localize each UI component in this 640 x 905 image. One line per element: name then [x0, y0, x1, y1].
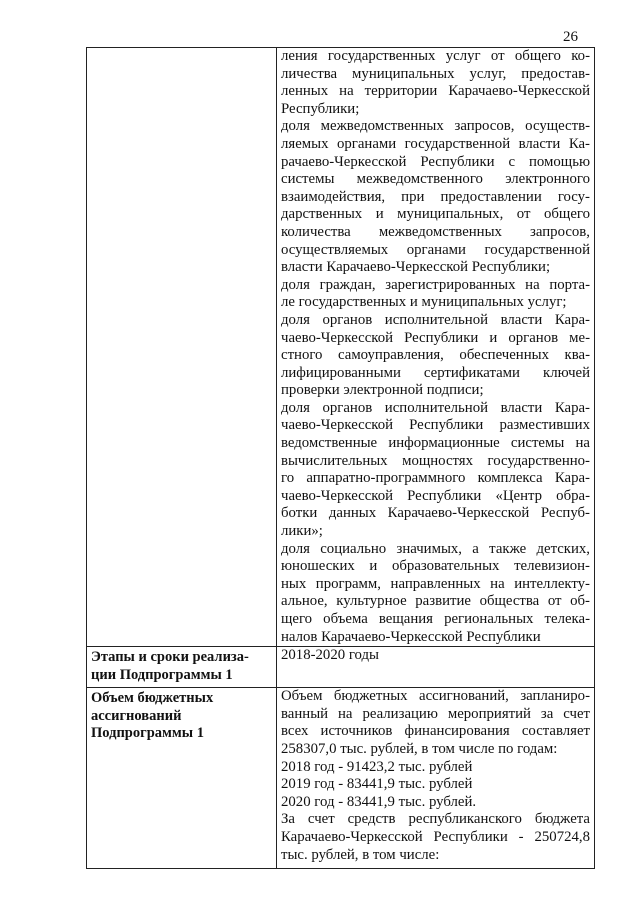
text-line: Объем бюджетных ассигнований, запланиро- [281, 688, 590, 705]
text-line: налов Карачаево-Черкесской Республики [281, 628, 541, 645]
label-line: Подпрограммы 1 [91, 725, 204, 742]
text-line: лифицированными сертификатами ключей [281, 364, 590, 381]
label-line: Объем бюджетных [91, 690, 214, 707]
label-line: ции Подпрограммы 1 [91, 666, 233, 683]
text-line: чаево-Черкесской Республики разместивших [281, 417, 590, 434]
table-row-indicators [87, 48, 595, 647]
text-line: го аппаратно-программного комплекса Кара- [281, 470, 590, 487]
text-line: проверки электронной подписи; [281, 382, 484, 399]
text-line: доля социально значимых, а также детских, [281, 540, 590, 557]
table-cell-stages-value [277, 647, 595, 688]
label-line: ассигнований [91, 707, 182, 724]
text-line: чаево-Черкесской Республики и органов ме- [281, 329, 590, 346]
text-line: лики»; [281, 523, 323, 540]
table-row-stages [87, 647, 595, 688]
text-line: системы межведомственного электронного [281, 171, 590, 188]
table-cell-budget-label [87, 688, 277, 869]
text-line: власти Карачаево-Черкесской Республики; [281, 259, 551, 276]
text-line: За счет средств республиканского бюджета [281, 811, 590, 828]
label-line: Этапы и сроки реализа- [91, 649, 249, 666]
text-line: 2018-2020 годы [281, 647, 379, 664]
text-line: доля органов исполнительной власти Кара- [281, 399, 590, 416]
text-line: альное, культурное развитие общества от об- [281, 593, 590, 610]
text-line: взаимодействия, при предоставлении госу- [281, 188, 590, 205]
text-line: чаево-Черкесской Республики «Центр обра- [281, 487, 590, 504]
text-line: ления государственных услуг от общего ко- [281, 48, 590, 64]
text-line: 2019 год - 83441,9 тыс. рублей [281, 776, 473, 793]
table-cell-label-empty [87, 48, 277, 647]
text-line: всех источников финансирования составляет [281, 723, 590, 740]
text-line: ботки данных Карачаево-Черкесской Респуб- [281, 505, 590, 522]
text-line: юношеских и образовательных телевизион- [281, 558, 590, 575]
page-number: 26 [563, 29, 578, 45]
table-cell-budget-text [277, 688, 595, 869]
text-line: дарственных и муниципальных, от общего [281, 206, 590, 223]
text-line: ных программ, направленных на интеллекту- [281, 575, 590, 592]
table-row-budget [87, 688, 595, 869]
text-line: щего объема вещания региональных телека- [281, 611, 590, 627]
text-line: доля межведомственных запросов, осуществ- [281, 118, 590, 135]
text-line: стного самоуправления, обеспеченных ква- [281, 347, 590, 364]
table-cell-stages-label [87, 647, 277, 688]
text-line: 258307,0 тыс. рублей, в том числе по годам: [281, 740, 558, 757]
text-line: ляемых органами государственной власти Ка- [281, 135, 590, 152]
text-line: 2018 год - 91423,2 тыс. рублей [281, 758, 473, 775]
text-line: 2020 год - 83441,9 тыс. рублей. [281, 793, 477, 810]
text-line: Карачаево-Черкесской Республики - 250724,8 [281, 828, 590, 845]
text-line: ведомственные информационные системы на [281, 435, 590, 452]
text-line: вычислительных мощностях государственно- [281, 452, 590, 469]
text-line: тыс. рублей, в том числе: [281, 846, 440, 863]
text-line: доля органов исполнительной власти Кара- [281, 311, 590, 328]
text-line: ленных на территории Карачаево-Черкесской [281, 83, 590, 100]
text-line: личества муниципальных услуг, предостав- [281, 65, 590, 82]
text-line: рачаево-Черкесской Республики с помощью [281, 153, 590, 170]
text-line: Республики; [281, 100, 360, 117]
text-line: доля граждан, зарегистрированных на порта- [281, 276, 590, 293]
text-line: осуществляемых органами государственной [281, 241, 590, 258]
text-line: количества межведомственных запросов, [281, 223, 590, 240]
table-cell-indicators-text [277, 48, 595, 647]
text-line: ванный на реализацию мероприятий за счет [281, 705, 590, 722]
text-line: ле государственных и муниципальных услуг; [281, 294, 567, 311]
passport-table [86, 47, 595, 869]
